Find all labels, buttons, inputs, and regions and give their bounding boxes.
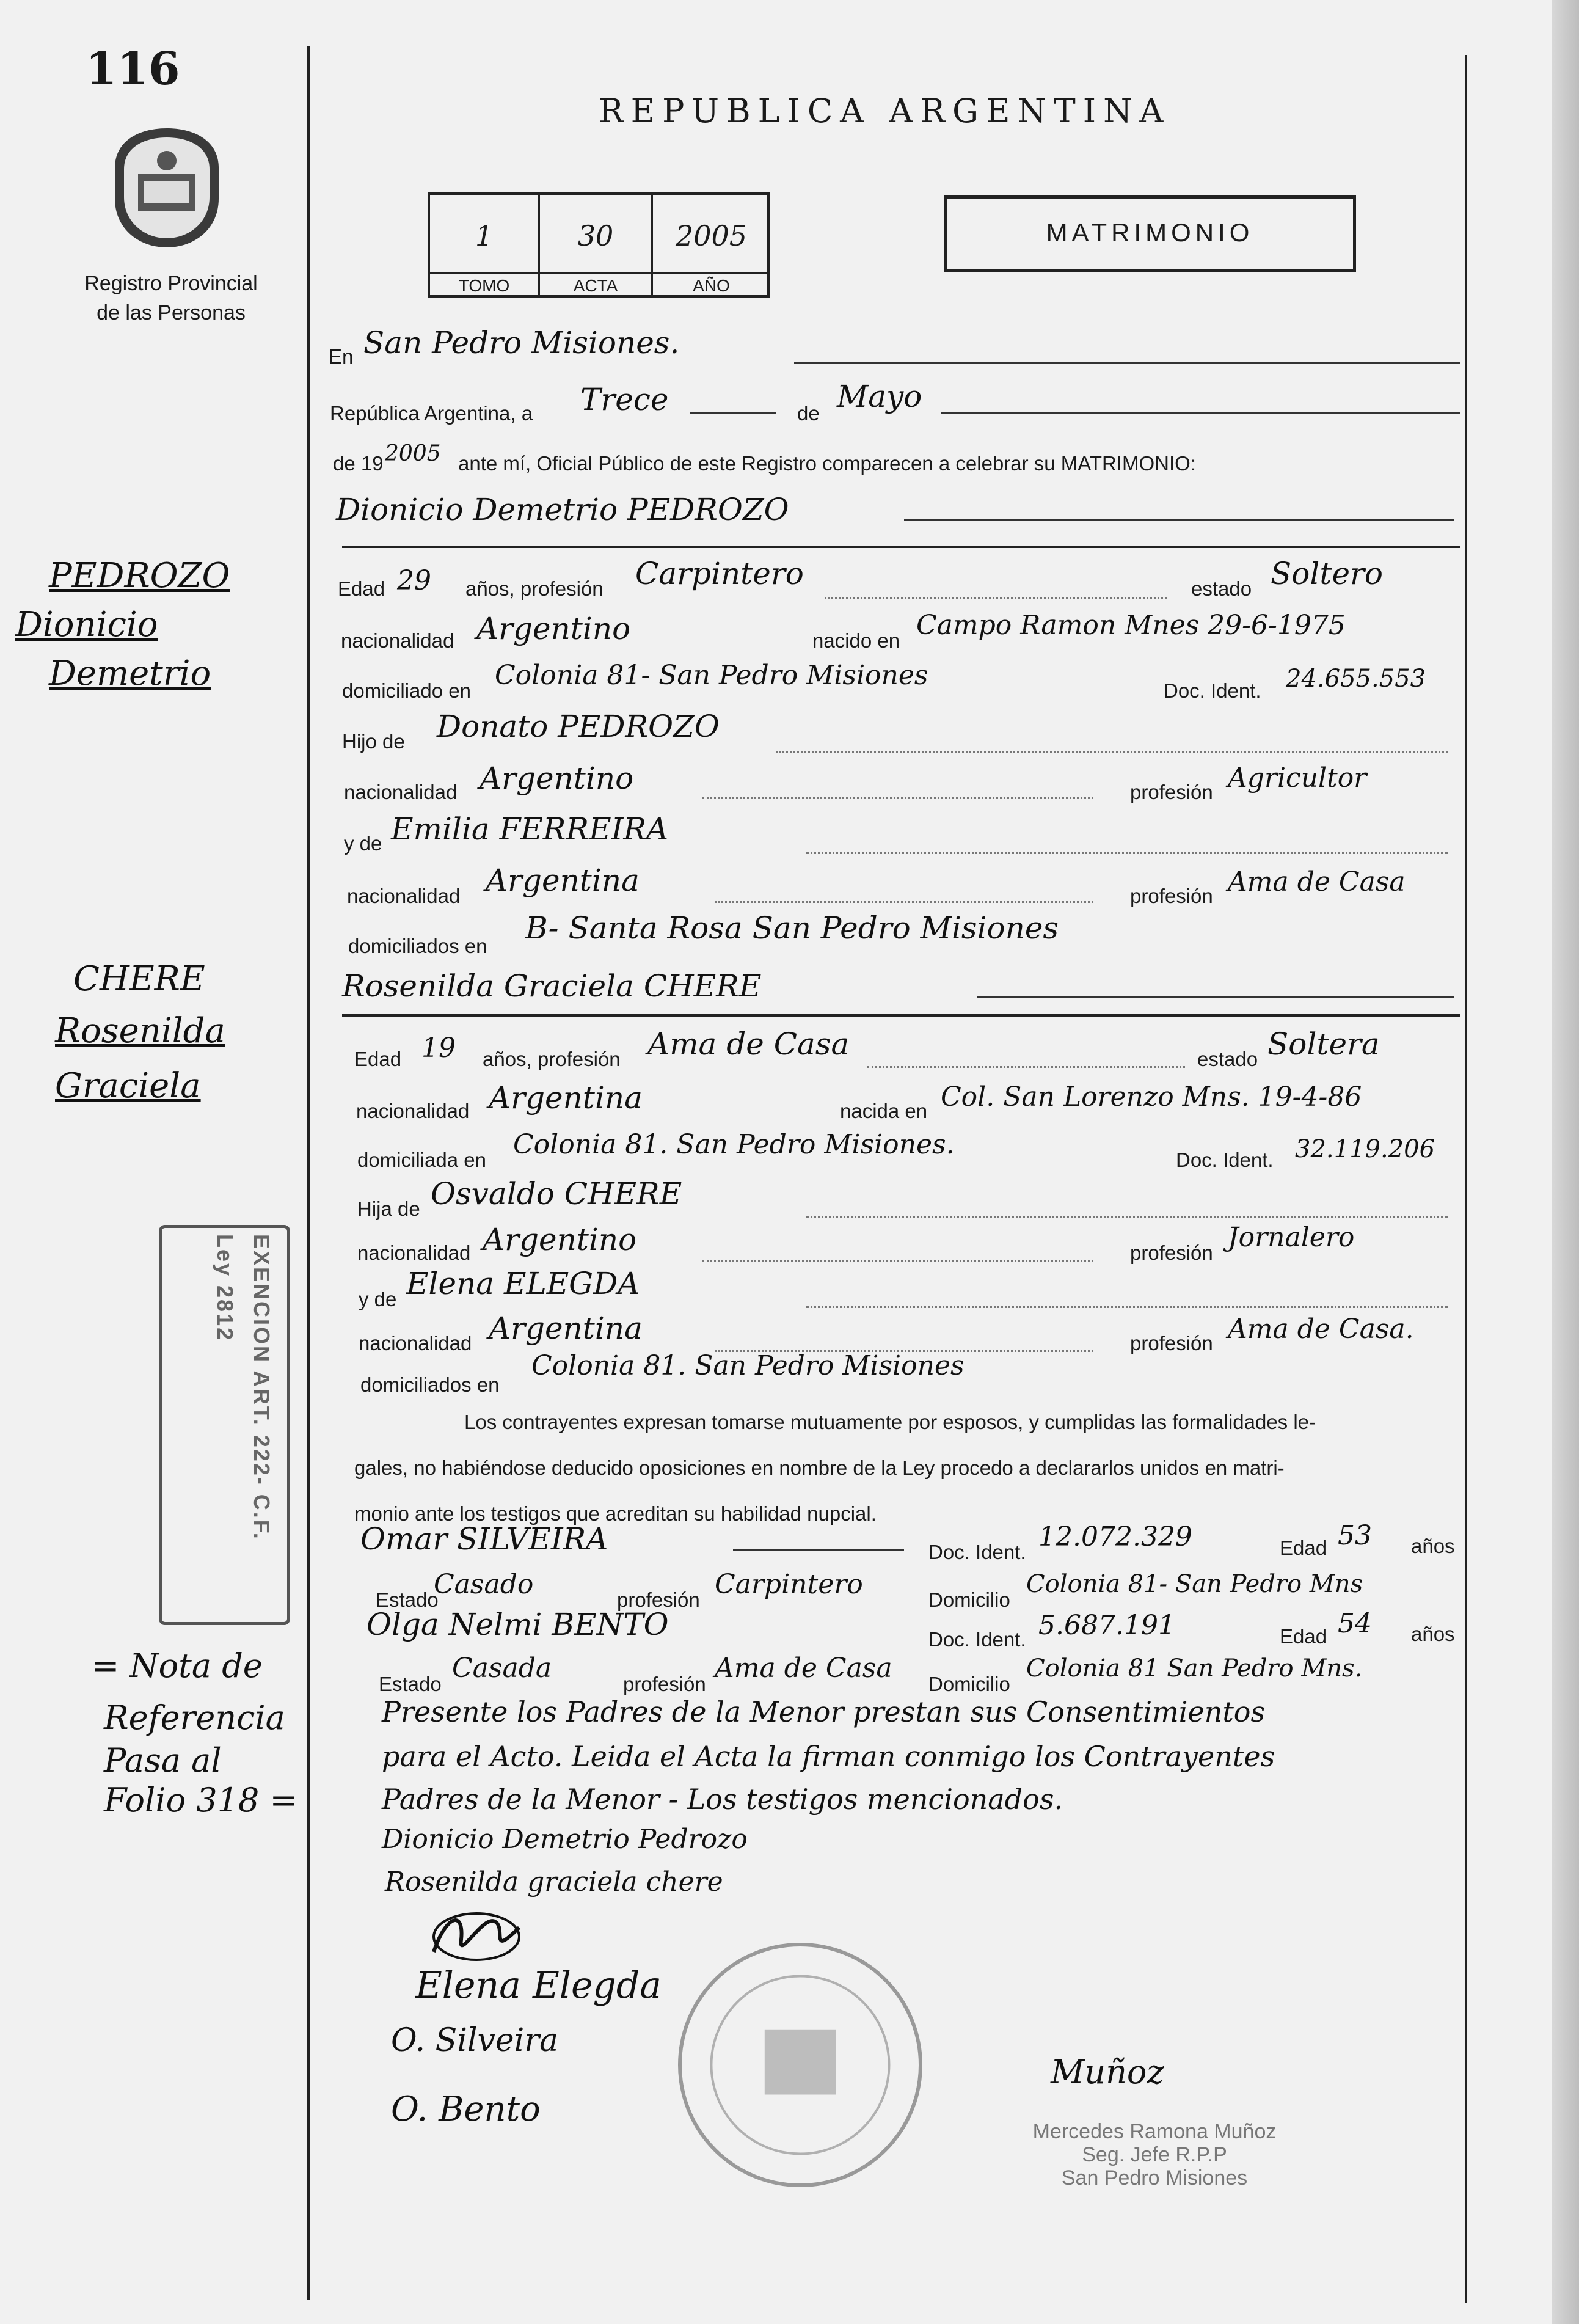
bride-father-dots bbox=[806, 1216, 1448, 1218]
month-line bbox=[941, 412, 1460, 414]
bride-father-prof-label: profesión bbox=[1130, 1241, 1213, 1264]
declaration-line-1: Los contrayentes expresan tomarse mutuamente por esposos, y cumplidas las formalidades le- bbox=[464, 1411, 1316, 1433]
exemption-stamp-line-1: EXENCION ART. 222- C.F. bbox=[249, 1234, 274, 1541]
witness-1-name: Omar SILVEIRA bbox=[360, 1521, 608, 1557]
declaration-line-2: gales, no habiéndose deducido oposiciones en nombre de la Ley procedo a declararlos unidos en matri- bbox=[354, 1456, 1285, 1479]
witness-2-name: Olga Nelmi BENTO bbox=[366, 1607, 669, 1642]
signature-bride: Rosenilda graciela chere bbox=[385, 1866, 723, 1898]
signature-mark-icon bbox=[428, 1903, 531, 1964]
bride-hija-label: Hija de bbox=[357, 1197, 420, 1220]
bride-yde-label: y de bbox=[359, 1288, 397, 1310]
bride-doc: 32.119.206 bbox=[1295, 1135, 1435, 1163]
declaration-line-3: monio ante los testigos que acreditan su habilidad nupcial. bbox=[354, 1502, 877, 1525]
groom-mother-nac-label: nacionalidad bbox=[347, 885, 461, 907]
bride-mother-nac-label: nacionalidad bbox=[359, 1332, 472, 1354]
officer-stamp-line-3: San Pedro Misiones bbox=[1061, 2166, 1248, 2190]
bride-mother: Elena ELEGDA bbox=[406, 1266, 640, 1301]
registry-line-2: de las Personas bbox=[97, 301, 246, 324]
margin-groom-name-1: Dionicio bbox=[15, 605, 158, 645]
bride-mother-nationality: Argentina bbox=[489, 1310, 643, 1346]
signature-groom: Dionicio Demetrio Pedrozo bbox=[382, 1824, 748, 1855]
day-line bbox=[690, 412, 776, 414]
witness-2-estado-label: Estado bbox=[379, 1673, 442, 1695]
record-table bbox=[428, 192, 770, 298]
officer-stamp-line-1: Mercedes Ramona Muñoz bbox=[1032, 2120, 1277, 2143]
bride-edad-label: Edad bbox=[354, 1048, 402, 1070]
handwritten-line-2: para el Acto. Leida el Acta la firman conmigo los Contrayentes bbox=[382, 1740, 1275, 1773]
declaration-paragraph bbox=[354, 1399, 1454, 1537]
bride-birth: Col. San Lorenzo Mns. 19-4-86 bbox=[941, 1081, 1362, 1113]
groom-doc-label: Doc. Ident. bbox=[1164, 679, 1261, 702]
bride-nacida-label: nacida en bbox=[840, 1100, 928, 1122]
country-title: REPUBLICA ARGENTINA bbox=[599, 92, 1171, 130]
bride-mother-prof-label: profesión bbox=[1130, 1332, 1213, 1354]
margin-groom-name-2: Demetrio bbox=[49, 654, 211, 693]
margin-note-line-3: Pasa al bbox=[104, 1741, 222, 1780]
groom-edad-label: Edad bbox=[338, 577, 385, 600]
witness-1-civil-status: Casado bbox=[434, 1569, 534, 1600]
margin-groom-surname: PEDROZO bbox=[49, 556, 230, 596]
bride-parents-address: Colonia 81. San Pedro Misiones bbox=[531, 1350, 965, 1381]
groom-separator bbox=[342, 546, 1460, 548]
bride-nationality: Argentina bbox=[489, 1080, 643, 1116]
ano-label: AÑO bbox=[653, 272, 770, 298]
witness-1-prof-label: profesión bbox=[617, 1588, 700, 1611]
witness-2-doc: 5.687.191 bbox=[1038, 1610, 1175, 1641]
groom-profession-dots bbox=[825, 597, 1167, 599]
acta-label: ACTA bbox=[540, 272, 651, 298]
bride-mother-dots bbox=[806, 1306, 1448, 1308]
groom-name-line bbox=[904, 519, 1454, 521]
groom-address: Colonia 81- San Pedro Misiones bbox=[495, 660, 928, 691]
bride-estado-label: estado bbox=[1197, 1048, 1258, 1070]
groom-nationality: Argentino bbox=[476, 611, 631, 646]
bride-nacionalidad-label: nacionalidad bbox=[356, 1100, 470, 1122]
acta-value: 30 bbox=[577, 219, 614, 252]
bride-father-nat-dots bbox=[702, 1260, 1093, 1262]
tomo-cell bbox=[430, 195, 540, 295]
groom-anos-label: años, profesión bbox=[465, 577, 604, 600]
ano-value: 2005 bbox=[675, 219, 748, 252]
handwritten-line-3: Padres de la Menor - Los testigos mencionados. bbox=[382, 1783, 1063, 1816]
groom-nacido-label: nacido en bbox=[812, 629, 900, 652]
page-edge bbox=[1552, 0, 1579, 2324]
margin-note-line-4: Folio 318 = bbox=[104, 1781, 297, 1819]
witness-1-doc-label: Doc. Ident. bbox=[928, 1541, 1026, 1563]
republica-label: República Argentina, a bbox=[330, 402, 533, 425]
witness-2-age: 54 bbox=[1338, 1608, 1372, 1639]
groom-father-prof-label: profesión bbox=[1130, 781, 1213, 803]
groom-birth: Campo Ramon Mnes 29-6-1975 bbox=[916, 610, 1346, 641]
de19-label: de 19 bbox=[333, 452, 384, 475]
witness-1-name-line bbox=[733, 1549, 904, 1551]
place-value: San Pedro Misiones. bbox=[363, 325, 680, 360]
groom-father: Donato PEDROZO bbox=[437, 709, 720, 744]
officer-stamp-line-2: Seg. Jefe R.P.P bbox=[1082, 2143, 1227, 2166]
groom-estado-label: estado bbox=[1191, 577, 1252, 600]
bride-anos-label: años, profesión bbox=[483, 1048, 621, 1070]
en-label: En bbox=[329, 345, 354, 368]
bride-domiciliados-label: domiciliados en bbox=[360, 1373, 500, 1396]
witness-2-domicilio-label: Domicilio bbox=[928, 1673, 1010, 1695]
witness-1-domicilio-label: Domicilio bbox=[928, 1588, 1010, 1611]
groom-mother-profession: Ama de Casa bbox=[1228, 866, 1406, 897]
groom-mother: Emilia FERREIRA bbox=[391, 811, 669, 847]
margin-note-line-1: = Nota de bbox=[92, 1646, 263, 1685]
de-label: de bbox=[797, 402, 820, 425]
bride-father: Osvaldo CHERE bbox=[431, 1176, 682, 1211]
witness-1-edad-label: Edad bbox=[1280, 1537, 1327, 1559]
witness-1-profession: Carpintero bbox=[715, 1569, 863, 1600]
right-rule bbox=[1465, 55, 1467, 2303]
witness-2-anos-label: años bbox=[1411, 1623, 1455, 1645]
bride-age: 19 bbox=[421, 1032, 456, 1064]
ante-text: ante mí, Oficial Público de este Registro comparecen a celebrar su MATRIMONIO: bbox=[458, 452, 1197, 475]
year-value: 2005 bbox=[385, 441, 441, 466]
bride-address: Colonia 81. San Pedro Misiones. bbox=[513, 1129, 955, 1160]
witness-2-doc-label: Doc. Ident. bbox=[928, 1628, 1026, 1651]
groom-father-nac-label: nacionalidad bbox=[344, 781, 458, 803]
bride-father-nac-label: nacionalidad bbox=[357, 1241, 471, 1264]
groom-father-nat-dots bbox=[702, 797, 1093, 799]
groom-domiciliado-label: domiciliado en bbox=[342, 679, 471, 702]
bride-profession: Ama de Casa bbox=[647, 1026, 850, 1062]
act-type-box: MATRIMONIO bbox=[944, 195, 1356, 272]
bride-father-nationality: Argentino bbox=[483, 1222, 637, 1257]
signature-bride-mother: Elena Elegda bbox=[415, 1964, 662, 2007]
groom-mother-nat-dots bbox=[715, 901, 1093, 903]
witness-1-estado-label: Estado bbox=[376, 1588, 439, 1611]
official-round-seal bbox=[678, 1943, 922, 2187]
groom-yde-label: y de bbox=[344, 832, 382, 855]
groom-age: 29 bbox=[397, 565, 431, 596]
bride-profession-dots bbox=[867, 1066, 1185, 1068]
groom-mother-prof-label: profesión bbox=[1130, 885, 1213, 907]
groom-mother-dots bbox=[806, 852, 1448, 854]
witness-1-age: 53 bbox=[1338, 1520, 1372, 1551]
province-seal-icon bbox=[109, 125, 225, 250]
registry-line-1: Registro Provincial bbox=[84, 272, 258, 295]
bride-full-name: Rosenilda Graciela CHERE bbox=[342, 968, 762, 1004]
groom-hijo-label: Hijo de bbox=[342, 730, 405, 753]
bride-domiciliada-label: domiciliada en bbox=[357, 1149, 486, 1171]
day-value: Trece bbox=[580, 382, 669, 417]
bride-separator bbox=[342, 1014, 1460, 1017]
folio-number: 116 bbox=[86, 43, 180, 95]
groom-nacionalidad-label: nacionalidad bbox=[341, 629, 454, 652]
exemption-stamp-line-2: Ley 2812 bbox=[213, 1234, 238, 1342]
bride-father-profession: Jornalero bbox=[1228, 1222, 1355, 1253]
acta-cell bbox=[540, 195, 653, 295]
witness-2-prof-label: profesión bbox=[623, 1673, 706, 1695]
tomo-value: 1 bbox=[475, 219, 494, 252]
groom-profession: Carpintero bbox=[635, 556, 804, 591]
groom-civil-status: Soltero bbox=[1271, 556, 1384, 591]
officer-stamp bbox=[1032, 2120, 1277, 2190]
registry-name bbox=[55, 269, 287, 327]
margin-rule bbox=[307, 46, 310, 2300]
groom-father-dots bbox=[776, 751, 1448, 753]
handwritten-line-1: Presente los Padres de la Menor prestan sus Consentimientos bbox=[382, 1695, 1266, 1728]
margin-bride-name-1: Rosenilda bbox=[55, 1011, 225, 1051]
signature-officer: Muñoz bbox=[1051, 2053, 1164, 2091]
groom-domiciliados-label: domiciliados en bbox=[348, 935, 487, 957]
round-seal-emblem-icon bbox=[682, 1946, 919, 2183]
ano-cell bbox=[653, 195, 770, 295]
witness-2-address: Colonia 81 San Pedro Mns. bbox=[1026, 1654, 1363, 1683]
witness-2-profession: Ama de Casa bbox=[715, 1653, 892, 1684]
place-line bbox=[794, 362, 1460, 364]
bride-name-line bbox=[977, 996, 1454, 998]
groom-doc: 24.655.553 bbox=[1286, 665, 1426, 693]
margin-bride-name-2: Graciela bbox=[55, 1066, 201, 1106]
bride-doc-label: Doc. Ident. bbox=[1176, 1149, 1274, 1171]
margin-note-line-2: Referencia bbox=[104, 1698, 285, 1737]
exemption-stamp-text bbox=[170, 1234, 280, 1613]
witness-1-doc: 12.072.329 bbox=[1038, 1521, 1192, 1552]
month-value: Mayo bbox=[837, 379, 922, 414]
witness-2-edad-label: Edad bbox=[1280, 1625, 1327, 1648]
groom-mother-nationality: Argentina bbox=[486, 863, 640, 898]
bride-civil-status: Soltera bbox=[1267, 1026, 1380, 1062]
groom-parents-address: B- Santa Rosa San Pedro Misiones bbox=[525, 910, 1059, 946]
margin-bride-surname: CHERE bbox=[73, 959, 205, 999]
groom-father-nationality: Argentino bbox=[480, 761, 634, 796]
signature-witness-2: O. Bento bbox=[391, 2089, 541, 2129]
bride-mother-profession: Ama de Casa. bbox=[1228, 1314, 1414, 1345]
groom-father-profession: Agricultor bbox=[1228, 762, 1367, 794]
groom-full-name: Dionicio Demetrio PEDROZO bbox=[336, 492, 789, 527]
witness-1-anos-label: años bbox=[1411, 1535, 1455, 1557]
witness-2-civil-status: Casada bbox=[452, 1653, 552, 1684]
tomo-label: TOMO bbox=[430, 272, 538, 298]
witness-1-address: Colonia 81- San Pedro Mns bbox=[1026, 1570, 1363, 1598]
signature-witness-1: O. Silveira bbox=[391, 2022, 559, 2059]
